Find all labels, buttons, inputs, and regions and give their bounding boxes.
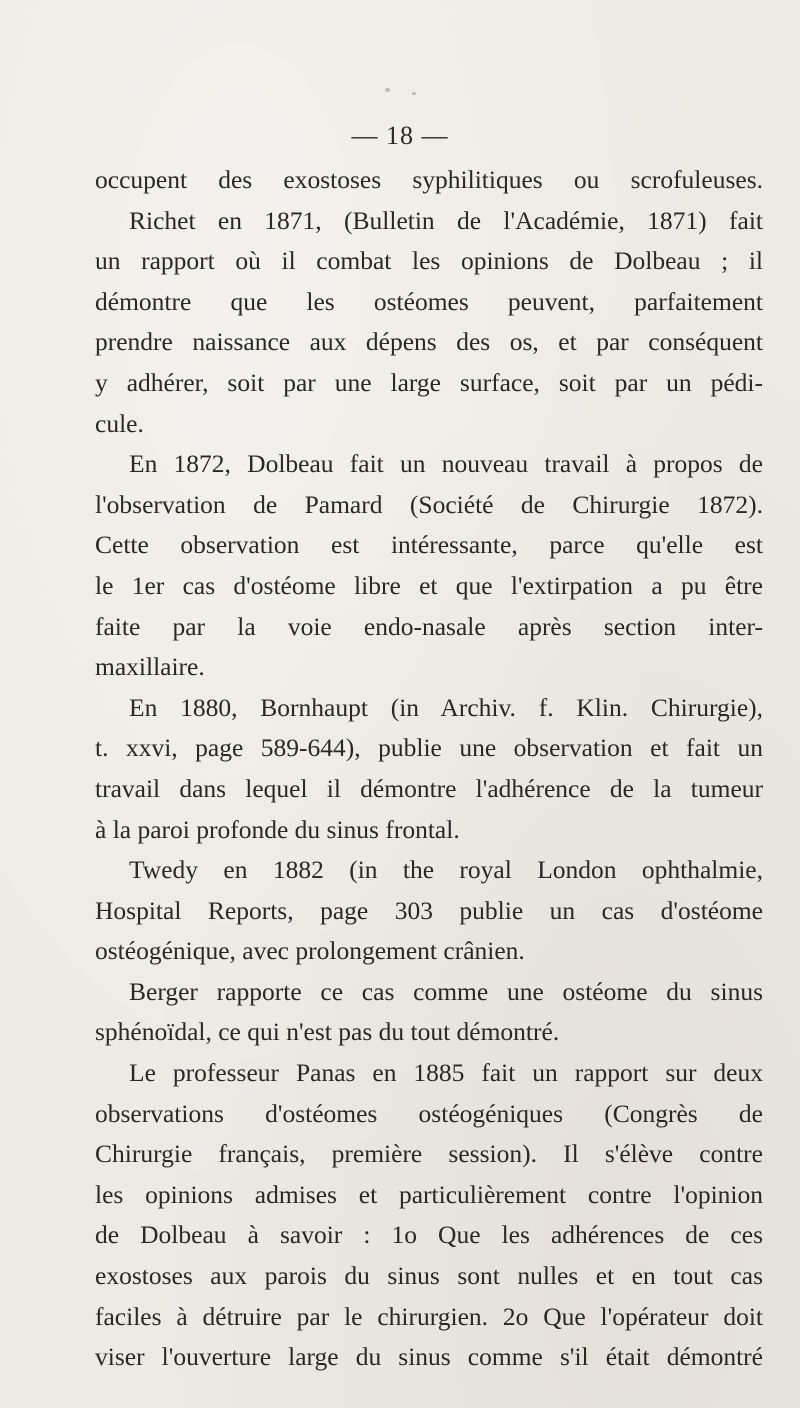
text-line: occupent des exostoses syphilitiques ou scrofuleuses. [95,165,763,194]
text-line: faite par la voie endo-nasale après section inter- [95,611,763,641]
text-line: maxillaire. [95,652,205,682]
text-line: de Dolbeau à savoir : 1o Que les adhérences de ces [95,1220,763,1250]
text-line: viser l'ouverture large du sinus comme s'il était démontré [95,1342,763,1372]
text-line: y adhérer, soit par une large surface, soit par un pédi- [95,367,763,397]
text-line: Richet en 1871, (Bulletin de l'Académie, 1871) fait [129,205,763,235]
text-line: observations d'ostéomes ostéogéniques (Congrès de [95,1098,763,1128]
text-line: prendre naissance aux dépens des os, et par conséquent [95,327,763,357]
page-number: — 18 — [351,121,449,150]
text-line: Chirurgie français, première session). Il s'élève contre [95,1139,763,1169]
text-line: sphénoïdal, ce qui n'est pas du tout démontré. [95,1017,560,1047]
text-line: Le professeur Panas en 1885 fait un rapport sur deux [129,1058,763,1088]
text-line: Cette observation est intéressante, parce qu'elle est [95,530,763,560]
text-line: faciles à détruire par le chirurgien. 2o Que l'opérateur doit [95,1301,763,1331]
text-line: Twedy en 1882 (in the royal London ophthalmie, [129,855,763,885]
text-line: le 1er cas d'ostéome libre et que l'extirpation a pu être [95,570,763,600]
text-line: cule. [95,408,144,438]
text-line: Berger rapporte ce cas comme une ostéome du sinus [129,976,763,1006]
text-line: exostoses aux parois du sinus sont nulles et en tout cas [95,1261,763,1291]
text-line: t. xxvi, page 589-644), publie une observation et fait un [95,733,763,763]
text-line: travail dans lequel il démontre l'adhérence de la tumeur [95,773,763,803]
text-line: l'observation de Pamard (Société de Chirurgie 1872). [95,489,763,519]
body-text [95,160,763,1378]
text-line: En 1872, Dolbeau fait un nouveau travail à propos de [129,449,763,479]
ink-speck [412,92,416,95]
ink-speck [385,88,390,92]
text-line: à la paroi profonde du sinus frontal. [95,814,460,844]
text-line: En 1880, Bornhaupt (in Archiv. f. Klin. Chirurgie), [129,692,763,722]
text-line: Hospital Reports, page 303 publie un cas d'ostéome [95,895,763,925]
text-line: ostéogénique, avec prolongement crânien. [95,936,525,966]
text-line: les opinions admises et particulièrement contre l'opinion [95,1179,763,1209]
text-line: un rapport où il combat les opinions de Dolbeau ; il [95,246,763,276]
text-line: démontre que les ostéomes peuvent, parfaitement [95,286,763,316]
